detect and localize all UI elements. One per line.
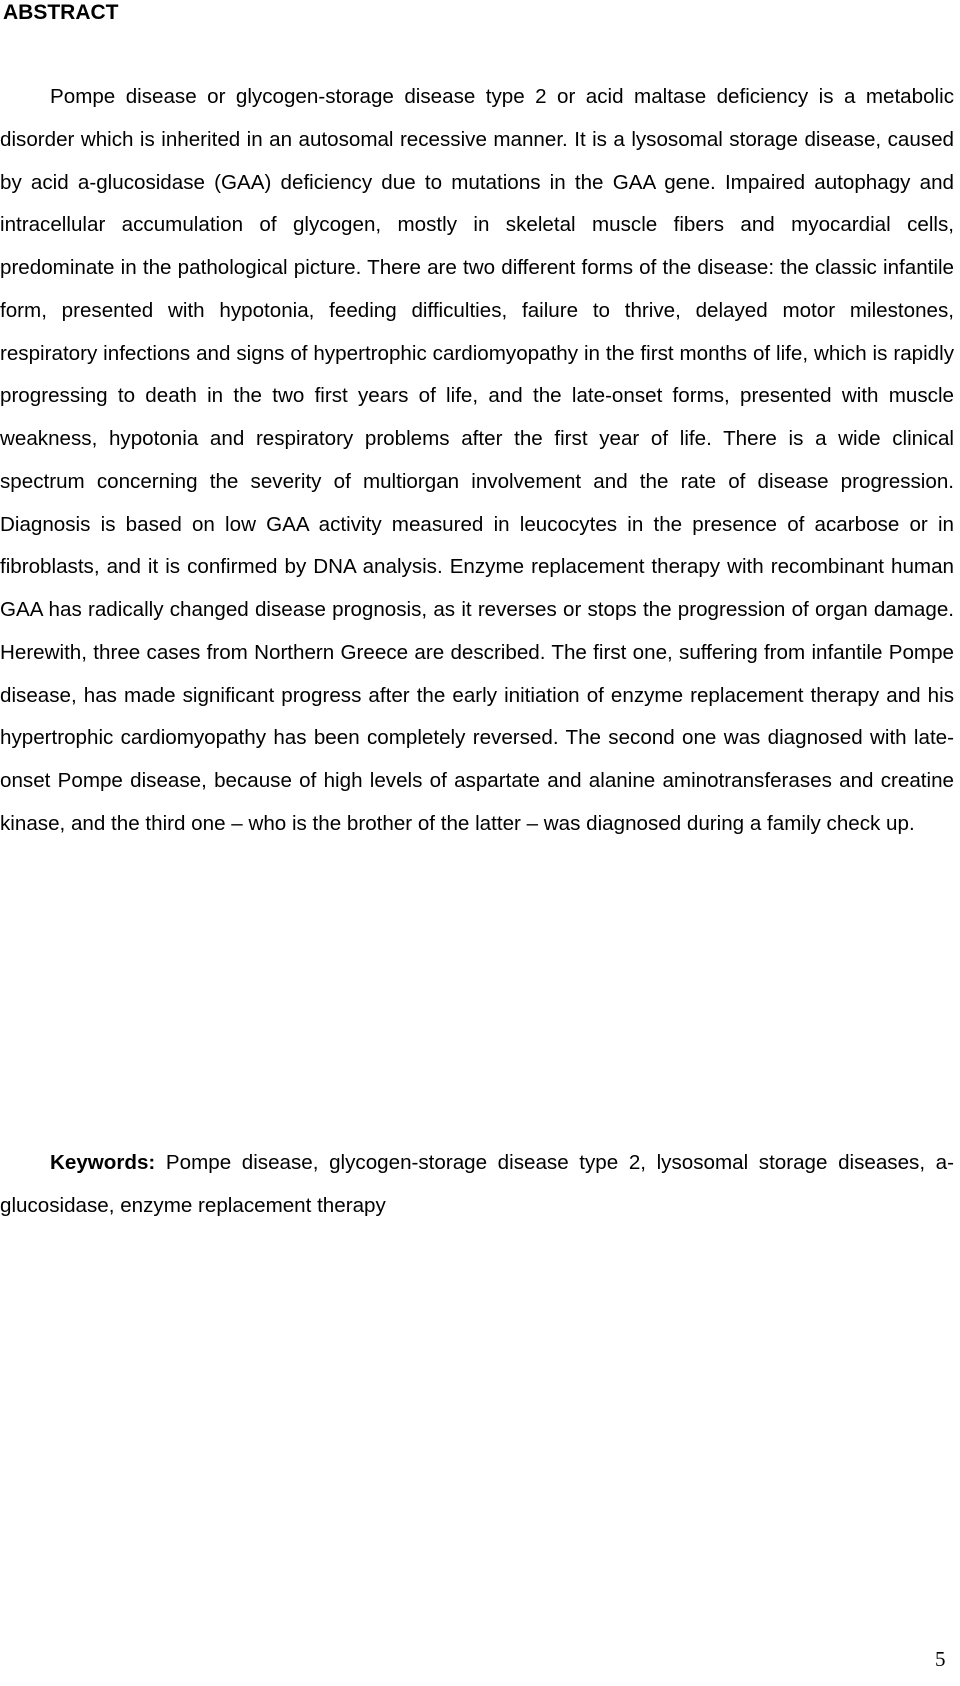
page-number: 5	[935, 1647, 946, 1671]
keywords-paragraph	[0, 1142, 954, 1228]
abstract-paragraph: Pompe disease or glycogen-storage disease type 2 or acid maltase deficiency is a metabolic disorder which is inherited in an autosomal recessive manner. It is a lysosomal storage disease, caused by acid a-glucosidase (GAA) deficiency due to mutations in the GAA gene. Impaired autophagy and intracellular accumulation of glycogen, mostly in skeletal muscle fibers and myocardial cells, predominate in the pathological picture. There are two different forms of the disease: the classic infantile form, presented with hypotonia, feeding difficulties, failure to thrive, delayed motor milestones, respiratory infections and signs of hypertrophic cardiomyopathy in the first months of life, which is rapidly progressing to death in the two first years of life, and the late-onset forms, presented with muscle weakness, hypotonia and respiratory problems after the first year of life. There is a wide clinical spectrum concerning the severity of multiorgan involvement and the rate of disease progression. Diagnosis is based on low GAA activity measured in leucocytes in the presence of acarbose or in fibroblasts, and it is confirmed by DNA analysis. Enzyme replacement therapy with recombinant human GAA has radically changed disease prognosis, as it reverses or stops the progression of organ damage. Herewith, three cases from Northern Greece are described. The first one, suffering from infantile Pompe disease, has made significant progress after the early initiation of enzyme replacement therapy and his hypertrophic cardiomyopathy has been completely reversed. The second one was diagnosed with late-onset Pompe disease, because of high levels of aspartate and alanine aminotransferases and creatine kinase, and the third one – who is the brother of the latter – was diagnosed during a family check up.	[0, 85, 954, 835]
keywords-label: Keywords:	[50, 1151, 156, 1174]
keywords-text: Pompe disease, glycogen-storage disease type 2, lysosomal storage diseases, a-glucosidase, enzyme replacement therapy	[0, 1151, 954, 1217]
section-heading: ABSTRACT	[3, 1, 119, 24]
